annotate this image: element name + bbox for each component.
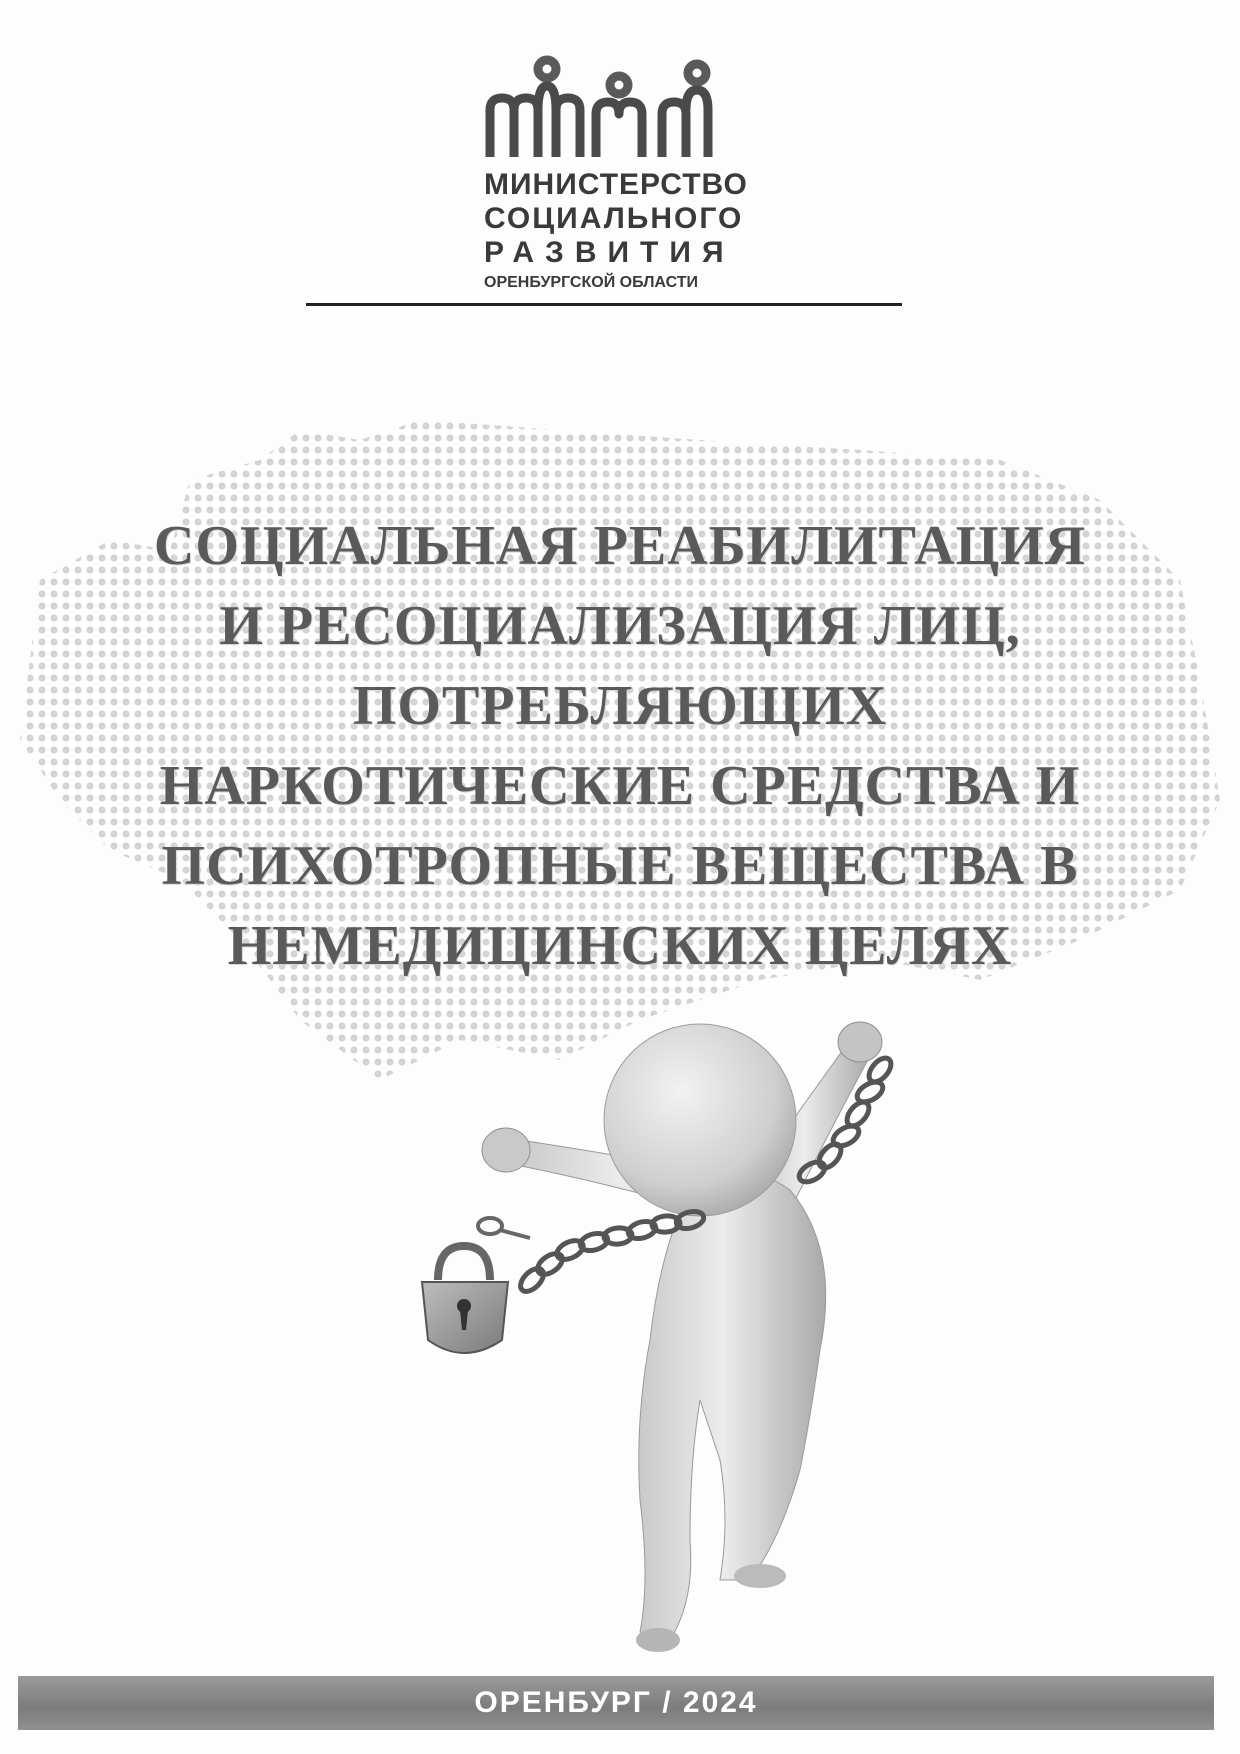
people-logo-icon xyxy=(484,52,734,162)
ministry-logo xyxy=(484,52,748,292)
divider-line xyxy=(306,303,902,306)
figure-breaking-chains-illustration xyxy=(420,1020,1040,1660)
title-line: НЕМЕДИЦИНСКИХ ЦЕЛЯХ xyxy=(227,915,1013,977)
footer-city-year: ОРЕНБУРГ / 2024 xyxy=(474,1686,758,1719)
title-line: НАРКОТИЧЕСКИЕ СРЕДСТВА И xyxy=(159,755,1081,817)
title-line: СОЦИАЛЬНАЯ РЕАБИЛИТАЦИЯ xyxy=(153,515,1087,577)
logo-text-region: ОРЕНБУРГСКОЙ ОБЛАСТИ xyxy=(484,274,698,291)
title-line: ПОТРЕБЛЯЮЩИХ xyxy=(352,675,888,737)
footer-band xyxy=(18,1676,1214,1730)
title-line: И РЕСОЦИАЛИЗАЦИЯ ЛИЦ, xyxy=(219,595,1021,657)
logo-text-development: РАЗВИТИЯ xyxy=(484,236,735,269)
title-line: ПСИХОТРОПНЫЕ ВЕЩЕСТВА В xyxy=(161,835,1079,897)
document-title xyxy=(60,506,1180,986)
logo-text-ministry: МИНИСТЕРСТВО xyxy=(484,168,748,201)
logo-text-social: СОЦИАЛЬНОГО xyxy=(484,202,744,235)
padlock-icon xyxy=(422,1246,508,1353)
